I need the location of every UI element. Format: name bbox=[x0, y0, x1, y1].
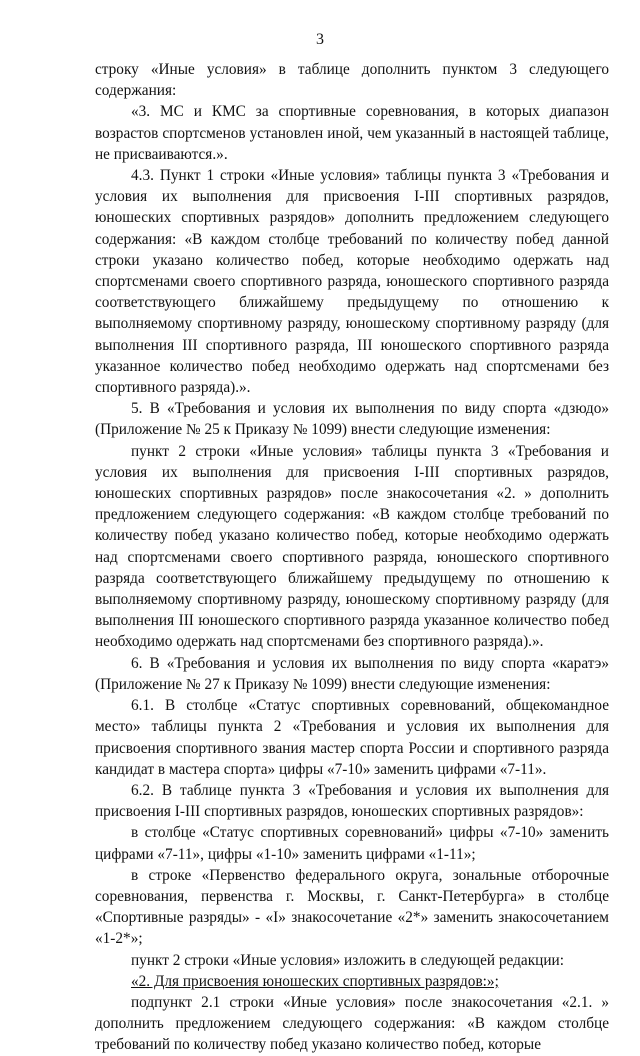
paragraph-6-2-other: пункт 2 строки «Иные условия» изложить в следующей редакции: bbox=[131, 951, 564, 969]
paragraph-6-2-subitem: подпункт 2.1 строки «Иные условия» после знакосочетания «2.1. » дополнить предложением следующего содержания: «В каждом столбце требований по количеству побед указано количество побед, которые bbox=[95, 993, 609, 1054]
paragraph-5: 5. В «Требования и условия их выполнения по виду спорта «дзюдо» (Приложение № 25 к Приказу № 1099) внести следующие изменения: bbox=[95, 400, 609, 439]
paragraph-4-3: 4.3. Пункт 1 строки «Иные условия» таблицы пункта 3 «Требования и условия их выполнения для присвоения I-III спортивных разрядов, юношеских спортивных разрядов» дополнить предложением следующего содержания: «В каждом столбце требований по количеству побед данной строки указано количество побед, которые необходимо одержать над спортсменами своего спортивного разряда, юношеского спортивного разряда соответствующего ближайшему предыдущему по отношению к выполняемому спортивному разряду, юношескому спортивному разряду (для выполнения III спортивного разряда, III юношеского спортивного разряда указанное количество побед необходимо одержать над спортсменами без спортивного разряда).». bbox=[95, 167, 609, 397]
page-number: 3 bbox=[316, 31, 324, 48]
paragraph-1: строку «Иные условия» в таблице дополнить пунктом 3 следующего содержания: bbox=[95, 61, 609, 100]
document-body bbox=[95, 59, 609, 1056]
paragraph-2: «3. МС и КМС за спортивные соревнования, в которых диапазон возрастов спортсменов установлен иной, чем указанный в настоящей таблице, не присваиваются.». bbox=[95, 103, 609, 163]
paragraph-6-2: 6.2. В таблице пункта 3 «Требования и условия их выполнения для присвоения I-III спортивных разрядов, юношеских спортивных разрядов»: bbox=[95, 781, 609, 821]
paragraph-6-2-quote: «2. Для присвоения юношеских спортивных разрядов:»; bbox=[131, 972, 499, 990]
paragraph-6-2-column: в столбце «Статус спортивных соревнований» цифры «7-10» заменить цифрами «7-11», цифры «1-10» заменить цифрами «1-11»; bbox=[95, 824, 609, 863]
paragraph-6-2-row: в строке «Первенство федерального округа, зональные отборочные соревнования, первенства г. Москвы, г. Санкт-Петербурга» в столбце «Спортивные разряды» - «I» знакосочетание «2*» заменить знакосочетанием «1-2*»; bbox=[95, 866, 609, 948]
paragraph-5-item: пункт 2 строки «Иные условия» таблицы пункта 3 «Требования и условия их выполнения для присвоения I-III спортивных разрядов, юношеских спортивных разрядов» после знакосочетания «2. » дополнить предложением следующего содержания: «В каждом столбце требований по количеству побед указано количество побед, которые необходимо одержать над спортсменами своего спортивного разряда, юношеского спортивного разряда соответствующего ближайшему предыдущему по отношению к выполняемому спортивному разряду, юношескому спортивному разряду (для выполнения III юношеского спортивного разряда указанное количество побед необходимо одержать над спортсменами без спортивного разряда).». bbox=[95, 442, 609, 651]
paragraph-6: 6. В «Требования и условия их выполнения по виду спорта «каратэ» (Приложение № 27 к Приказу № 1099) внести следующие изменения: bbox=[95, 654, 609, 693]
paragraph-6-1: 6.1. В столбце «Статус спортивных соревнований, общекомандное место» таблицы пункта 2 «Требования и условия их выполнения для присвоения спортивного звания мастер спорта России и спортивного разряда кандидат в мастера спорта» цифры «7-10» заменить цифрами «7-11». bbox=[95, 697, 609, 778]
